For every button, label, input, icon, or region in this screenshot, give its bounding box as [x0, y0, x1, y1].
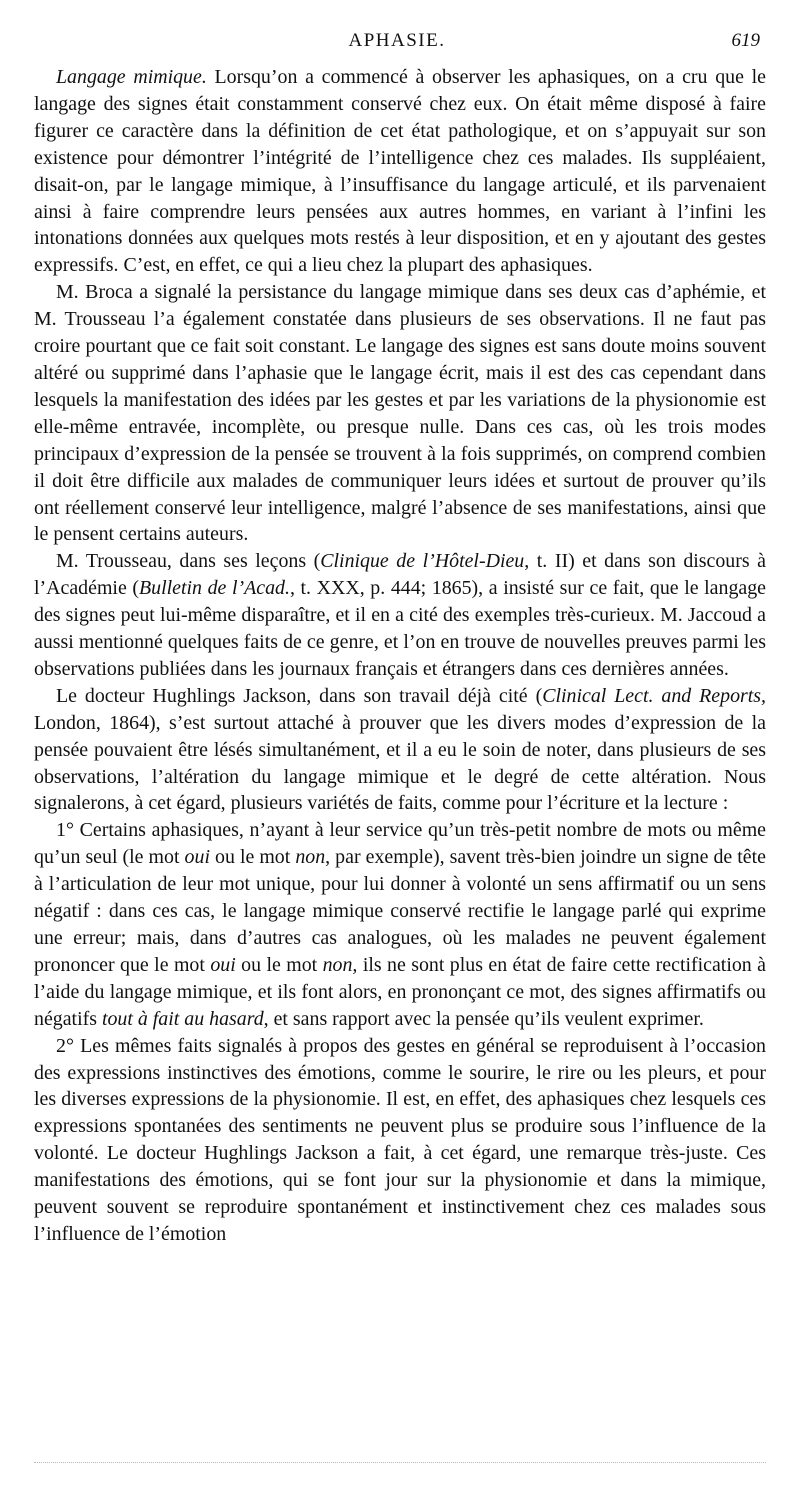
text-run: , t. II) et dans son discours à l’Académie (: [34, 550, 766, 600]
paragraph: [34, 1033, 766, 1248]
text-run: , t. XXX, p. 444; 1865), a insisté sur ce fait, que le langage des signes peut lui-même disparaître, et il en a cité des exemples très-curieux. M. Jaccoud a aussi mentionné quelques faits de ce genre, et l’on en trouve de nouvelles preuves parmi les observations publiées dans les journaux français et étrangers dans ces dernières années.: [34, 577, 766, 680]
text-run: ils ne sont plus en état de faire cette rectification à l’aide du langage mimique, et ils font alors, en prononçant ce mot, des signes affirmatifs ou négatifs: [34, 953, 766, 1030]
italic-run: non: [295, 846, 326, 869]
italic-run: oui: [210, 953, 236, 976]
page-header: [34, 30, 760, 54]
text-run: Le docteur Hughlings Jackson, dans son travail déjà cité (: [56, 684, 543, 707]
running-title: APHASIE.: [348, 30, 446, 51]
italic-run: Bulletin de l’Acad.: [139, 577, 290, 600]
paragraph: [34, 817, 766, 1032]
italic-run: tout à fait au hasard: [101, 1007, 264, 1030]
text-run: M. Broca a signalé la persistance du langage mimique dans ses deux cas d’aphémie, et M. Trousseau l’a également constatée dans plusieurs de ses observations. Il ne faut pas croire pourtant que ce fait soit constant. Le langage des signes est sans doute moins souvent altéré ou supprimé dans l’aphasie que le langage écrit, mais il est des cas cependant dans lesquels la manifestation des idées par les gestes et par les variations de la physionomie est elle-même entravée, incomplète, ou presque nulle. Dans ces cas, où les trois modes principaux d’expression de la pensée se trouvent à la fois supprimés, on comprend combien il doit être difficile aux malades de communiquer leurs idées et surtout de prouver qu’ils ont réellement conservé leur intelligence, malgré l’absence de ses manifestations, ainsi que le pensent certains auteurs.: [34, 281, 766, 546]
text-run: , par exemple), savent très-bien joindre un signe de tête à l’articulation de leur mot unique, pour lui donner à volonté un sens affirmatif ou un sens négatif : dans ces cas, le langage mimique conservé rectifie le langage parlé qui exprime une erreur; mais, dans d’autres cas analogues, où les malades ne peuvent également prononcer que le mot: [34, 846, 766, 976]
paragraph: [34, 279, 766, 548]
text-run: , et sans rapport avec la pensée qu’ils veulent exprimer.: [263, 1007, 704, 1030]
body-text: [34, 64, 766, 1248]
paragraph: [34, 548, 766, 683]
italic-run: oui: [184, 846, 210, 869]
paragraph: [34, 64, 766, 279]
paragraph: [34, 683, 766, 818]
text-run: ou le mot: [235, 953, 323, 976]
italic-run: non,: [322, 953, 358, 976]
footer-rule: [34, 1462, 766, 1463]
page-number: 619: [731, 30, 760, 51]
italic-run: Clinique de l’Hôtel-Dieu: [320, 550, 525, 573]
text-run: 1° Certains aphasiques, n’ayant à leur service qu’un très-petit nombre de mots ou même qu’un seul (le mot: [34, 819, 766, 869]
italic-run: Clinical Lect. and Reports,: [542, 684, 766, 707]
text-run: London, 1864), s’est surtout attaché à prouver que les divers modes d’expression de la pensée pouvaient être lésés simultanément, et il a eu le soin de noter, dans plusieurs de ses observations, l’altération du langage mimique et le degré de cette altération. Nous signalerons, à cet égard, plusieurs variétés de faits, comme pour l’écriture et la lecture :: [34, 711, 766, 815]
text-run: Lorsqu’on a commencé à observer les aphasiques, on a cru que le langage des signes était constamment conservé chez eux. On était même disposé à faire figurer ce caractère dans la définition de cet état pathologique, et on s’appuyait sur son existence pour démontrer l’intégrité de l’intelligence chez ces malades. Ils suppléaient, disait-on, par le langage mimique, à l’insuffisance du langage articulé, et ils parvenaient ainsi à faire comprendre leurs pensées aux autres hommes, en variant à l’infini les intonations données aux quelques mots restés à leur disposition, et en y ajoutant des gestes expressifs. C’est, en effet, ce qui a lieu chez la plupart des aphasiques.: [34, 66, 766, 277]
italic-run: Langage mimique.: [56, 66, 207, 88]
text-run: 2° Les mêmes faits signalés à propos des gestes en général se reproduisent à l’occasion des expressions instinctives des émotions, comme le sourire, le rire ou les pleurs, et pour les diverses expressions de la physionomie. Il est, en effet, des aphasiques chez lesquels ces expressions spontanées des sentiments ne peuvent plus se produire sous l’influence de la volonté. Le docteur Hughlings Jackson a fait, à cet égard, une remarque très-juste. Ces manifestations des émotions, qui se font jour sur la physionomie et dans la mimique, peuvent souvent se reproduire spontanément et instinctivement chez ces malades sous l’influence de l’émotion: [34, 1034, 766, 1245]
text-run: ou le mot: [209, 846, 296, 869]
text-run: M. Trousseau, dans ses leçons (: [56, 550, 321, 573]
